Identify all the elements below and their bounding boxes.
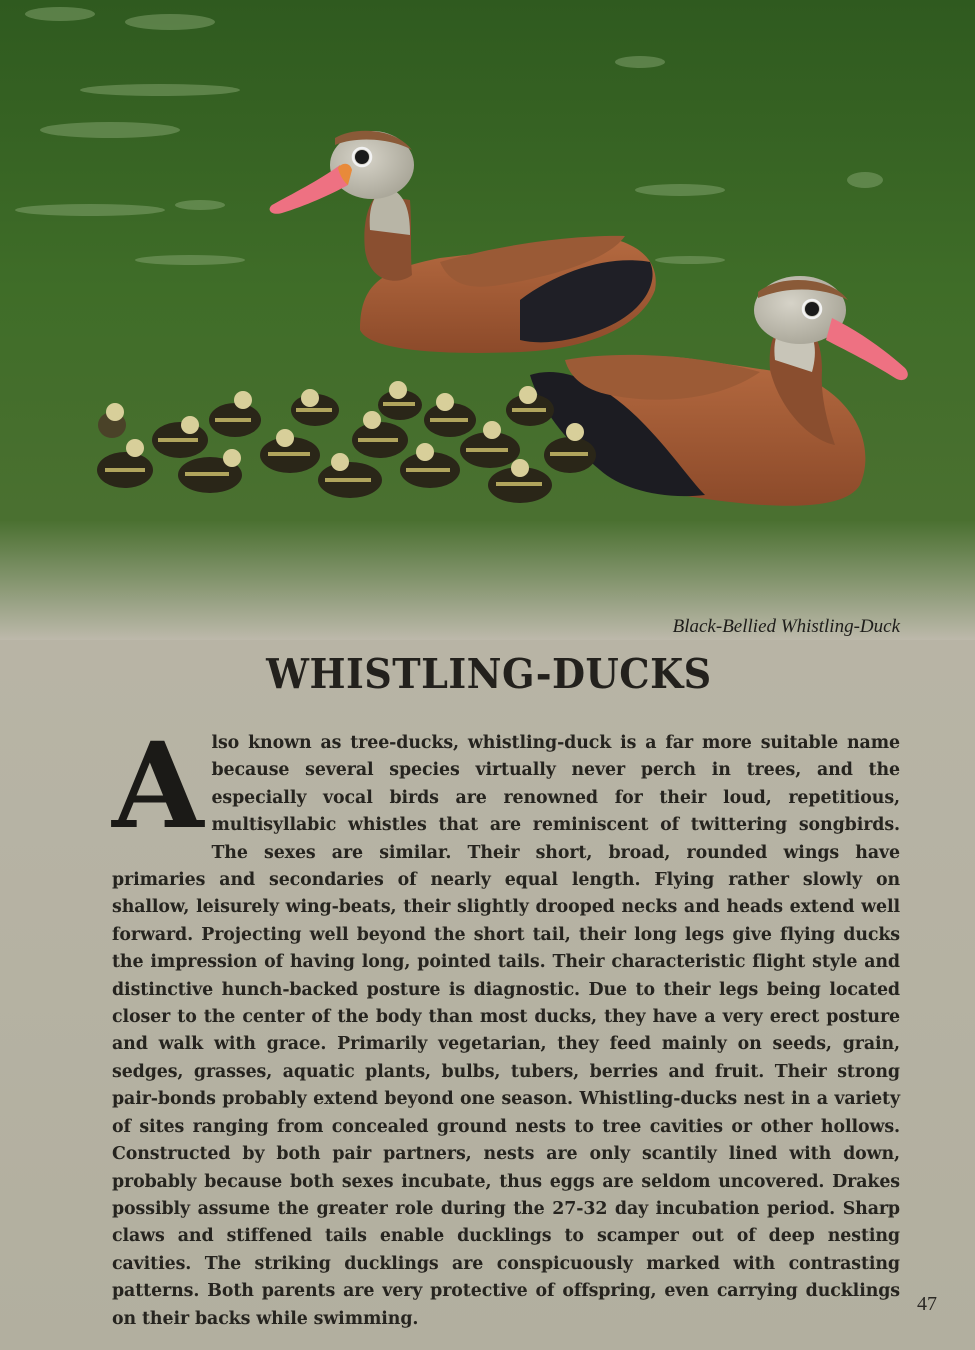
article-text: lso known as tree-ducks, whistling-duck is a far more suitable name because several species virtually never perch in trees, and the especially vocal birds are renowned for their loud, repetitious, multisyllabic whistles that are reminiscent of twittering songbirds. The sexes are similar. Their short, broad, rounded wings have primaries and secondaries of nearly equal length. Flying rather slowly on shallow, leisurely wing-beats, their slightly drooped necks and heads extend well forward. Projecting well beyond the short tail, their long legs give flying ducks the impression of having long, pointed tails. Their characteristic flight style and distinctive hunch-backed posture is diagnostic. Due to their legs being located closer to the center of the body than most ducks, they have a very erect posture and walk with grace. Primarily vegetarian, they feed mainly on seeds, grain, sedges, grasses, aquatic plants, bulbs, tubers, berries and fruit. Their strong pair-bonds probably extend beyond one season. Whistling-ducks nest in a variety of sites ranging from concealed ground nests to tree cavities or other hollows. Constructed by both pair partners, nests are only scantily lined with down, probably because both sexes incubate, thus eggs are seldom uncovered. Drakes possibly assume the greater role during the 27-32 day incubation period. Sharp claws and stiffened tails enable ducklings to scamper out of deep nesting cavities. The striking ducklings are conspicuously marked with contrasting patterns. Both parents are very protective of offspring, even carrying ducklings on their backs while swimming. xyxy=(112,733,900,1329)
article-body xyxy=(112,716,900,1333)
duck-photo xyxy=(0,0,975,640)
drop-cap: A xyxy=(112,716,204,855)
page-title: WHISTLING-DUCKS xyxy=(266,650,712,698)
photo-caption: Black-Bellied Whistling-Duck xyxy=(672,616,900,637)
page-number: 47 xyxy=(917,1293,937,1315)
